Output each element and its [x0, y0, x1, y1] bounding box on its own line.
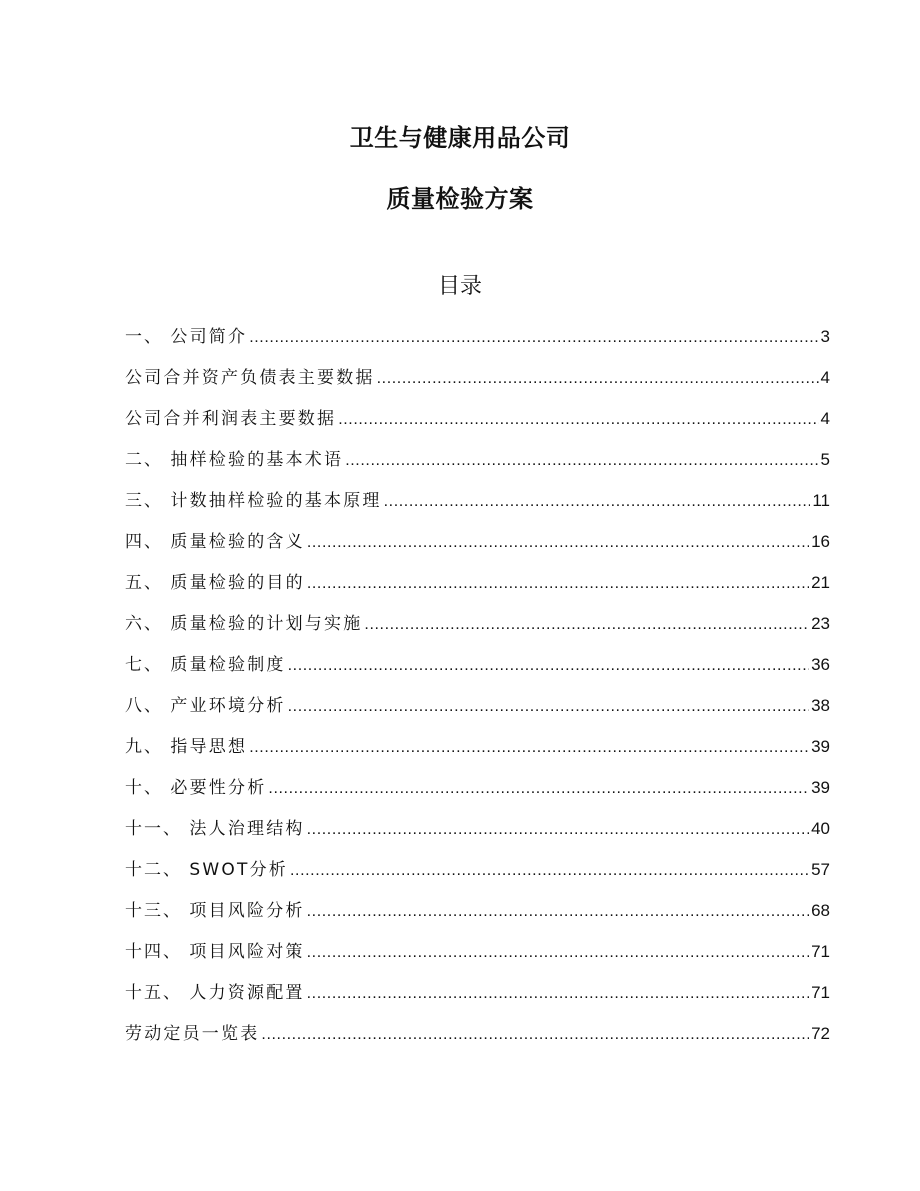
toc-entry-page: 23	[811, 614, 830, 633]
toc-entry-number: 十三、	[125, 901, 190, 921]
toc-leader-dots	[307, 567, 809, 601]
toc-entry-counting-sampling[interactable]	[125, 484, 830, 525]
toc-entry-swot-analysis[interactable]	[125, 853, 830, 894]
toc-entry-label: 产业环境分析	[170, 696, 286, 716]
toc-entry-page: 11	[812, 491, 830, 510]
toc-leader-dots	[364, 608, 809, 642]
toc-leader-dots	[307, 813, 809, 847]
toc-entry-number: 八、	[125, 696, 171, 716]
toc-entry-number: 七、	[125, 655, 171, 675]
toc-entry-page: 71	[811, 983, 830, 1002]
toc-entry-number: 五、	[125, 573, 171, 593]
toc-entry-label: 法人治理结构	[189, 819, 305, 839]
toc-entry-page: 3	[820, 327, 830, 346]
toc-leader-dots	[338, 403, 818, 437]
toc-entry-label: 人力资源配置	[189, 983, 305, 1003]
toc-leader-dots	[249, 321, 818, 355]
toc-entry-page: 39	[811, 737, 830, 756]
toc-leader-dots	[307, 936, 809, 970]
toc-leader-dots	[384, 485, 811, 519]
toc-entry-balance-sheet[interactable]	[125, 361, 830, 402]
toc-entry-company-profile[interactable]	[125, 320, 830, 361]
toc-entry-industry-environment[interactable]	[125, 689, 830, 730]
toc-entry-number: 三、	[125, 491, 171, 511]
toc-leader-dots	[307, 526, 809, 560]
toc-entry-page: 40	[811, 819, 830, 838]
toc-entry-inspection-purpose[interactable]	[125, 566, 830, 607]
toc-entry-label: 劳动定员一览表	[125, 1024, 260, 1044]
toc-entry-label: 计数抽样检验的基本原理	[170, 491, 382, 511]
toc-entry-page: 4	[820, 368, 830, 387]
toc-entry-risk-analysis[interactable]	[125, 894, 830, 935]
toc-leader-dots	[307, 895, 809, 929]
toc-entry-label: 质量检验的目的	[170, 573, 305, 593]
toc-entry-number: 十五、	[125, 983, 190, 1003]
toc-leader-dots	[377, 362, 819, 396]
toc-leader-dots	[288, 649, 809, 683]
toc-entry-number: 十、	[125, 778, 171, 798]
toc-entry-inspection-plan[interactable]	[125, 607, 830, 648]
toc-entry-inspection-meaning[interactable]	[125, 525, 830, 566]
toc-entry-number: 十一、	[125, 819, 190, 839]
toc-entry-number: 二、	[125, 450, 171, 470]
toc-entry-label: 公司合并利润表主要数据	[125, 409, 337, 429]
toc-entry-label: 指导思想	[170, 737, 248, 757]
toc-entry-page: 71	[811, 942, 830, 961]
toc-entry-page: 39	[811, 778, 830, 797]
toc-entry-page: 36	[811, 655, 830, 674]
toc-entry-number: 九、	[125, 737, 171, 757]
toc-leader-dots	[290, 854, 809, 888]
toc-leader-dots	[268, 772, 809, 806]
toc-entry-label: 项目风险对策	[189, 942, 305, 962]
toc-entry-label: 项目风险分析	[189, 901, 305, 921]
document-title: 卫生与健康用品公司	[349, 124, 571, 152]
toc-entry-page: 16	[811, 532, 830, 551]
toc-entry-number: 四、	[125, 532, 171, 552]
toc-entry-label: 公司简介	[170, 327, 248, 347]
toc-leader-dots	[249, 731, 809, 765]
table-of-contents	[125, 320, 830, 1058]
toc-entry-label: 抽样检验的基本术语	[170, 450, 344, 470]
toc-entry-label: SWOT分析	[189, 860, 288, 880]
toc-entry-number: 一、	[125, 327, 171, 347]
toc-entry-staffing-table[interactable]	[125, 1017, 830, 1058]
toc-entry-inspection-system[interactable]	[125, 648, 830, 689]
toc-entry-necessity-analysis[interactable]	[125, 771, 830, 812]
toc-entry-page: 57	[811, 860, 830, 879]
toc-entry-guiding-ideology[interactable]	[125, 730, 830, 771]
toc-entry-number: 六、	[125, 614, 171, 634]
toc-entry-page: 72	[811, 1024, 830, 1043]
toc-leader-dots	[261, 1018, 809, 1052]
toc-leader-dots	[345, 444, 818, 478]
toc-entry-number: 十四、	[125, 942, 190, 962]
toc-entry-page: 68	[811, 901, 830, 920]
toc-entry-hr-allocation[interactable]	[125, 976, 830, 1017]
toc-entry-corporate-governance[interactable]	[125, 812, 830, 853]
toc-entry-page: 5	[820, 450, 830, 469]
toc-entry-risk-countermeasures[interactable]	[125, 935, 830, 976]
toc-entry-page: 21	[811, 573, 830, 592]
toc-entry-label: 质量检验的计划与实施	[170, 614, 363, 634]
toc-entry-page: 4	[820, 409, 830, 428]
toc-entry-income-statement[interactable]	[125, 402, 830, 443]
toc-entry-sampling-terms[interactable]	[125, 443, 830, 484]
toc-leader-dots	[288, 690, 809, 724]
toc-entry-label: 质量检验的含义	[170, 532, 305, 552]
toc-heading: 目录	[437, 274, 482, 299]
toc-entry-label: 质量检验制度	[170, 655, 286, 675]
toc-leader-dots	[307, 977, 809, 1011]
document-subtitle: 质量检验方案	[386, 185, 534, 213]
toc-entry-label: 必要性分析	[170, 778, 267, 798]
toc-entry-number: 十二、	[125, 860, 190, 880]
toc-entry-label: 公司合并资产负债表主要数据	[125, 368, 375, 388]
toc-entry-page: 38	[811, 696, 830, 715]
